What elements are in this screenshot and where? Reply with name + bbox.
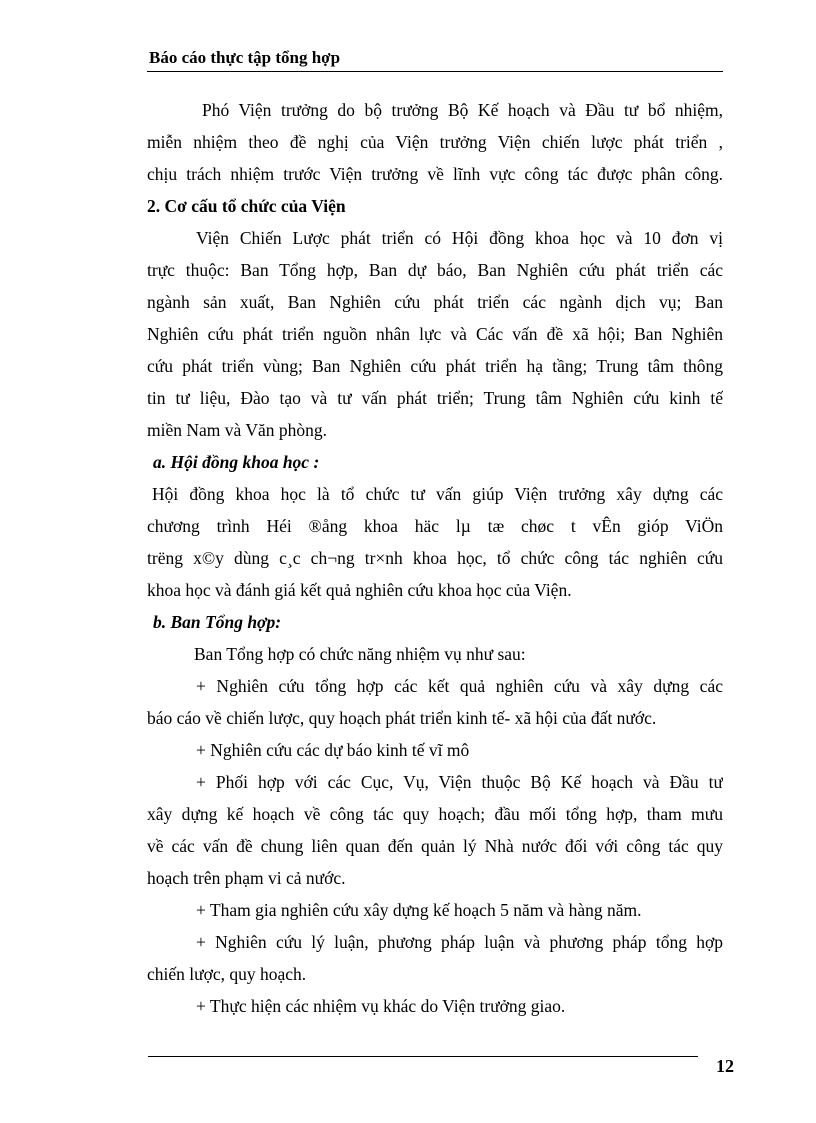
subsection-heading: b. Ban Tổng hợp: bbox=[153, 612, 282, 632]
header-divider bbox=[147, 71, 723, 72]
paragraph-line: hoạch trên phạm vi cả nước. bbox=[147, 868, 346, 888]
paragraph-line: cứu phát triển vùng; Ban Nghiên cứu phát triển hạ tầng; Trung tâm thông bbox=[147, 356, 723, 376]
subsection-heading: a. Hội đồng khoa học : bbox=[153, 452, 320, 472]
paragraph-line: Hội đồng khoa học là tổ chức tư vấn giúp Viện trưởng xây dựng các bbox=[152, 484, 723, 504]
footer-divider bbox=[148, 1056, 698, 1057]
paragraph-line: miền Nam và Văn phòng. bbox=[147, 420, 327, 440]
list-item: + Thực hiện các nhiệm vụ khác do Viện trưởng giao. bbox=[196, 996, 566, 1016]
paragraph-line: Viện Chiến Lược phát triển có Hội đồng khoa học và 10 đơn vị bbox=[196, 228, 723, 248]
paragraph-line: trực thuộc: Ban Tổng hợp, Ban dự báo, Ban Nghiên cứu phát triển các bbox=[147, 260, 723, 280]
list-item: + Tham gia nghiên cứu xây dựng kế hoạch 5 năm và hàng năm. bbox=[196, 900, 642, 920]
paragraph-line: ngành sản xuất, Ban Nghiên cứu phát triển các ngành dịch vụ; Ban bbox=[147, 292, 723, 312]
paragraph-line: chương trình Héi ®ång khoa häc lµ tæ chøc t vÊn gióp ViÖn bbox=[147, 516, 723, 536]
document-body bbox=[147, 94, 723, 1022]
section-heading: 2. Cơ cấu tổ chức của Viện bbox=[147, 196, 346, 216]
paragraph-line: xây dựng kế hoạch về công tác quy hoạch; đầu mối tổng hợp, tham mưu bbox=[147, 804, 723, 824]
page-header-title: Báo cáo thực tập tổng hợp bbox=[149, 48, 341, 67]
paragraph-line: chiến lược, quy hoạch. bbox=[147, 964, 307, 984]
list-item: + Phối hợp với các Cục, Vụ, Viện thuộc Bộ Kế hoạch và Đầu tư bbox=[196, 772, 723, 792]
paragraph-line: về các vấn đề chung liên quan đến quản lý Nhà nước đối với công tác quy bbox=[147, 836, 723, 856]
list-item: + Nghiên cứu tổng hợp các kết quả nghiên cứu và xây dựng các bbox=[196, 676, 723, 696]
list-item: + Nghiên cứu các dự báo kinh tế vĩ mô bbox=[196, 740, 470, 760]
paragraph-line: miễn nhiệm theo đề nghị của Viện trưởng Viện chiến lược phát triển , bbox=[147, 132, 723, 152]
paragraph-line: Phó Viện trưởng do bộ trưởng Bộ Kế hoạch và Đầu tư bổ nhiệm, bbox=[202, 100, 723, 120]
paragraph-line: khoa học và đánh giá kết quả nghiên cứu khoa học của Viện. bbox=[147, 580, 572, 600]
paragraph-line: Ban Tổng hợp có chức năng nhiệm vụ như sau: bbox=[194, 644, 526, 664]
page-number: 12 bbox=[716, 1056, 734, 1076]
paragraph-line: Nghiên cứu phát triển nguồn nhân lực và Các vấn đề xã hội; Ban Nghiên bbox=[147, 324, 723, 344]
paragraph-line: tin tư liệu, Đào tạo và tư vấn phát triển; Trung tâm Nghiên cứu kinh tế bbox=[147, 388, 723, 408]
paragraph-line: báo cáo về chiến lược, quy hoạch phát triển kinh tế- xã hội của đất nước. bbox=[147, 708, 657, 728]
list-item: + Nghiên cứu lý luận, phương pháp luận và phương pháp tổng hợp bbox=[196, 932, 723, 952]
paragraph-line: trëng x©y dùng c¸c ch¬ng tr×nh khoa học, tổ chức công tác nghiên cứu bbox=[147, 548, 723, 568]
paragraph-line: chịu trách nhiệm trước Viện trưởng về lĩnh vực công tác được phân công. bbox=[147, 164, 723, 184]
